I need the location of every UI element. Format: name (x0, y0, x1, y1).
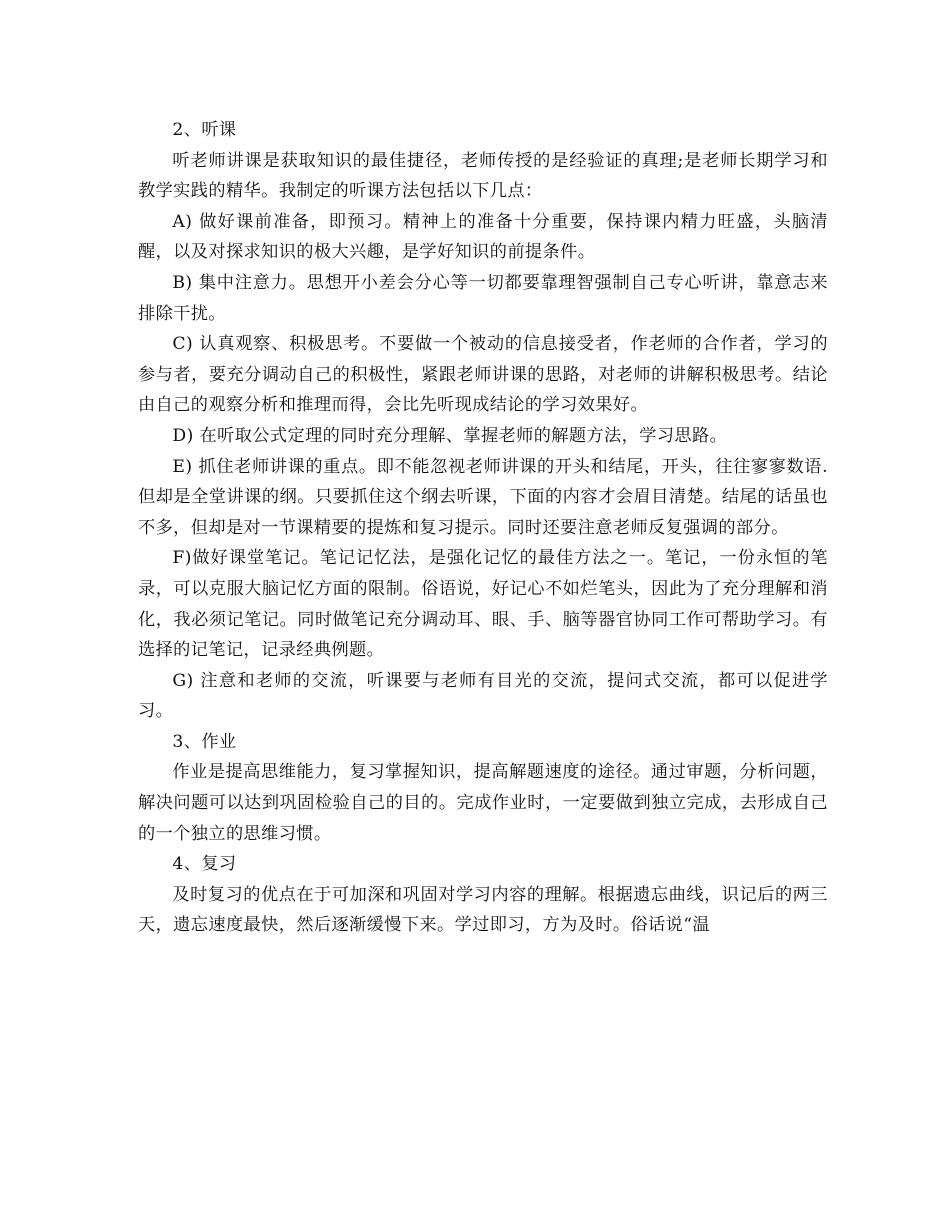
paragraph: 作业是提高思维能力，复习掌握知识，提高解题速度的途径。通过审题，分析问题，解决问题可以达到巩固检验自己的目的。完成作业时，一定要做到独立完成，去形成自己的一个独立的思维习惯。 (138, 762, 828, 844)
section-heading-review: 4、复习 (172, 854, 237, 875)
list-item-g: G) 注意和老师的交流，听课要与老师有目光的交流，提问式交流，都可以促进学习。 (138, 670, 828, 722)
list-item-c: C) 认真观察、积极思考。不要做一个被动的信息接受者，作老师的合作者，学习的参与者，要充分调动自己的积极性，紧跟老师讲课的思路，对老师的讲解积极思考。结论由自己的观察分析和推理而得，会比先听现成结论的学习效果好。 (138, 334, 828, 416)
document-body (138, 115, 828, 941)
paragraph: 及时复习的优点在于可加深和巩固对学习内容的理解。根据遗忘曲线，识记后的两三天，遗忘速度最快，然后逐渐缓慢下来。学过即习，方为及时。俗话说“温 (138, 884, 828, 936)
paragraph: 听老师讲课是获取知识的最佳捷径，老师传授的是经验证的真理;是老师长期学习和教学实践的精华。我制定的听课方法包括以下几点： (138, 150, 828, 202)
list-item-e: E) 抓住老师讲课的重点。即不能忽视老师讲课的开头和结尾，开头，往往寥寥数语.但却是全堂讲课的纲。只要抓住这个纲去听课，下面的内容才会眉目清楚。结尾的话虽也不多，但却是对一节课精要的提炼和复习提示。同时还要注意老师反复强调的部分。 (138, 456, 828, 538)
section-heading-listening: 2、听课 (172, 120, 237, 140)
list-item-a: A) 做好课前准备，即预习。精神上的准备十分重要，保持课内精力旺盛，头脑清醒，以及对探求知识的极大兴趣，是学好知识的前提条件。 (138, 211, 828, 263)
list-item-f: F)做好课堂笔记。笔记记忆法，是强化记忆的最佳方法之一。笔记，一份永恒的笔录，可以克服大脑记忆方面的限制。俗语说，好记心不如烂笔头，因此为了充分理解和消化，我必须记笔记。同时做笔记充分调动耳、眼、手、脑等器官协同工作可帮助学习。有选择的记笔记，记录经典例题。 (138, 548, 828, 661)
section-heading-homework: 3、作业 (172, 731, 237, 752)
list-item-d: D) 在听取公式定理的同时充分理解、掌握老师的解题方法，学习思路。 (172, 425, 728, 446)
list-item-b: B) 集中注意力。思想开小差会分心等一切都要靠理智强制自己专心听讲，靠意志来排除干扰。 (138, 272, 828, 324)
